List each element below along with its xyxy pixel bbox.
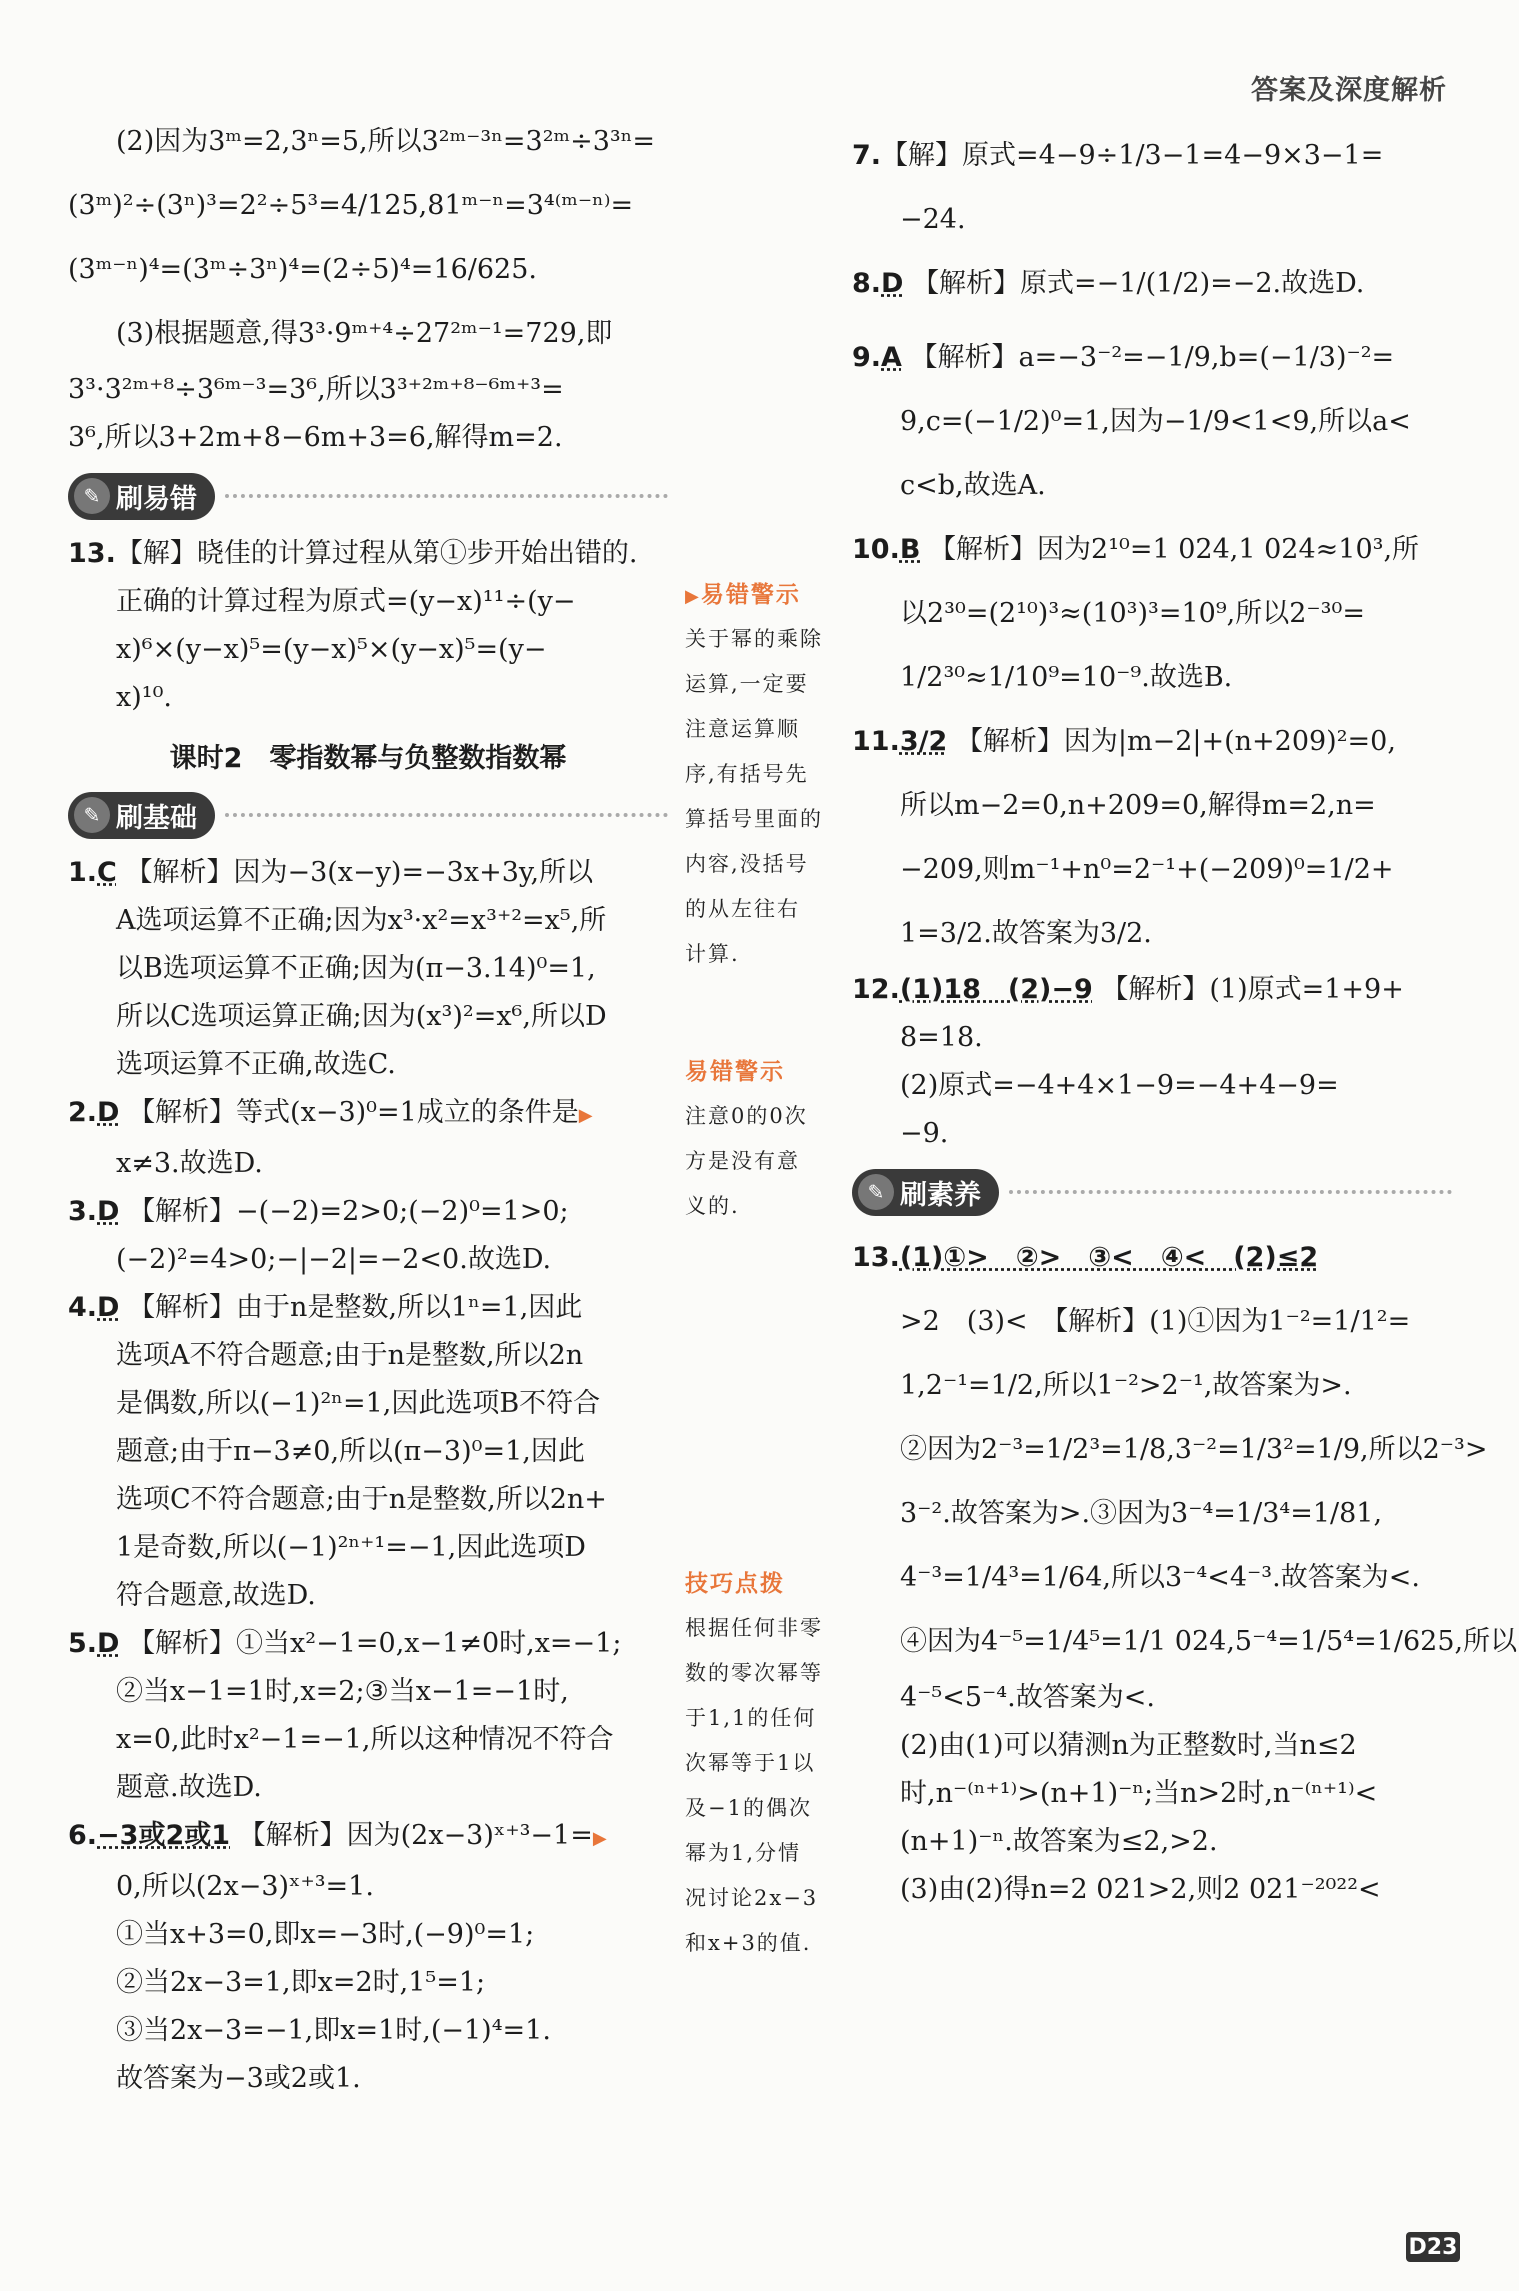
text-line: A选项运算不正确;因为x³·x²=x³⁺²=x⁵,所 [116, 905, 607, 936]
note-line: 算括号里面的 [685, 807, 823, 831]
note-line: 运算,一定要 [685, 672, 809, 696]
note-line: 次幂等于1以 [685, 1751, 816, 1775]
question-number: 9. [852, 342, 882, 373]
text-line: 1=3/2.故答案为3/2. [900, 918, 1152, 949]
arrow-icon: ▶ [578, 1105, 593, 1126]
text-line: 3⁶,所以3+2m+8−6m+3=6,解得m=2. [68, 422, 563, 453]
answer-text: (1)①> ②> ③< ④< (2)≤2 [899, 1242, 1319, 1273]
brush-icon: ✎ [858, 1174, 894, 1210]
question-number: 4. [68, 1292, 98, 1323]
note-line: 义的. [685, 1194, 740, 1218]
text-line: x)⁶×(y−x)⁵=(y−x)⁵×(y−x)⁵=(y− [116, 634, 547, 665]
note-line: 况讨论2x−3 [685, 1886, 819, 1910]
text-line: (−2)²=4>0;−|−2|=−2<0.故选D. [116, 1244, 552, 1275]
text-line: 9,c=(−1/2)⁰=1,因为−1/9<1<9,所以a< [900, 406, 1411, 437]
note-title: 技巧点拨 [685, 1571, 785, 1597]
text-line: 故答案为−3或2或1. [116, 2063, 361, 2094]
text-line: 选项A不符合题意;由于n是整数,所以2n [116, 1340, 584, 1371]
text-line: 1,2⁻¹=1/2,所以1⁻²>2⁻¹,故答案为>. [900, 1370, 1352, 1401]
text-line: (2)由(1)可以猜测n为正整数时,当n≤2 [900, 1730, 1357, 1761]
text-line: 【解析】(1)原式=1+9+ [1101, 974, 1404, 1005]
text-line: 符合题意,故选D. [116, 1580, 316, 1611]
section-label: 刷素养 [900, 1179, 981, 1211]
text-line: ④因为4⁻⁵=1/4⁵=1/1 024,5⁻⁴=1/5⁴=1/625,所以 [900, 1626, 1518, 1657]
text-line: c<b,故选A. [900, 470, 1046, 501]
text-line: 选项运算不正确,故选C. [116, 1049, 396, 1080]
text-line: ①当x+3=0,即x=−3时,(−9)⁰=1; [116, 1919, 535, 1950]
text-line: 以2³⁰=(2¹⁰)³≈(10³)³=10⁹,所以2⁻³⁰= [900, 598, 1365, 629]
question-number: 1. [68, 857, 98, 888]
side-notes-column [685, 570, 835, 1966]
brush-icon: ✎ [74, 478, 110, 514]
text-line: 3⁻².故答案为>.③因为3⁻⁴=1/3⁴=1/81, [900, 1498, 1383, 1529]
text-line: 1是奇数,所以(−1)²ⁿ⁺¹=−1,因此选项D [116, 1532, 586, 1563]
section-label: 刷易错 [116, 483, 197, 515]
text-line: ②当2x−3=1,即x=2时,1⁵=1; [116, 1967, 486, 1998]
question-number: 8. [852, 268, 882, 299]
text-line: 【解析】因为(2x−3)ˣ⁺³−1= [238, 1820, 593, 1851]
lesson-title: 课时2 零指数幂与负整数指数幂 [169, 743, 567, 774]
text-line: 【解析】因为2¹⁰=1 024,1 024≈10³,所 [929, 534, 1420, 565]
question-number: 12. [852, 974, 900, 1005]
question-5-line [68, 1620, 668, 1668]
text-line: 【解析】①当x²−1=0,x−1≠0时,x=−1; [128, 1628, 622, 1659]
answer-choice: D [97, 1097, 120, 1128]
text-line: (3ᵐ)²÷(3ⁿ)³=2²÷5³=4/125,81ᵐ⁻ⁿ=3⁴⁽ᵐ⁻ⁿ⁾= [68, 190, 634, 221]
note-card [685, 576, 835, 977]
arrow-icon: ▶ [592, 1828, 607, 1849]
section-shuasuyang [852, 1166, 1452, 1218]
question-11-line [852, 710, 1452, 774]
question-7-line [852, 124, 1452, 188]
note-card [685, 1053, 835, 1229]
text-line: x)¹⁰. [116, 682, 172, 713]
text-line: 8=18. [900, 1022, 983, 1053]
question-1-line [68, 849, 668, 897]
note-line: 方是没有意 [685, 1149, 800, 1173]
text-line: (3ᵐ⁻ⁿ)⁴=(3ᵐ÷3ⁿ)⁴=(2÷5)⁴=16/625. [68, 254, 537, 285]
note-title [685, 576, 835, 609]
question-2-line [68, 1089, 668, 1140]
note-line: 内容,没括号 [685, 852, 809, 876]
brush-icon: ✎ [74, 797, 110, 833]
text-line: 1/2³⁰≈1/10⁹=10⁻⁹.故选B. [900, 662, 1233, 693]
question-10-line [852, 518, 1452, 582]
text-line: 选项C不符合题意;由于n是整数,所以2n+ [116, 1484, 607, 1515]
note-line: 序,有括号先 [685, 762, 809, 786]
text-line: −9. [900, 1118, 949, 1149]
note-title: 易错警示 [685, 1059, 785, 1085]
answer-choice: D [97, 1628, 120, 1659]
note-line: 于1,1的任何 [685, 1706, 817, 1730]
question-6-line [68, 1812, 668, 1863]
answer-text: −3或2或1 [97, 1820, 231, 1851]
text-line: 题意.故选D. [116, 1772, 262, 1803]
answer-choice: D [97, 1292, 120, 1323]
text-line: 是偶数,所以(−1)²ⁿ=1,因此选项B不符合 [116, 1388, 601, 1419]
dotted-divider [225, 813, 668, 817]
text-line: 4⁻³=1/4³=1/64,所以3⁻⁴<4⁻³.故答案为<. [900, 1562, 1420, 1593]
note-card [685, 1565, 835, 1966]
text-line: 【解析】−(−2)=2>0;(−2)⁰=1>0; [128, 1196, 569, 1227]
arrow-icon: ▶ [685, 586, 701, 607]
text-line: >2 (3)< 【解析】(1)①因为1⁻²=1/1²= [900, 1306, 1411, 1337]
question-number: 13. [852, 1242, 900, 1273]
text-line: 0,所以(2x−3)ˣ⁺³=1. [116, 1871, 374, 1902]
question-number: 7. [852, 140, 882, 171]
text-line: 以B选项运算不正确;因为(π−3.14)⁰=1, [116, 953, 596, 984]
note-line: 注意0的0次 [685, 1104, 808, 1128]
question-4-line [68, 1284, 668, 1332]
dotted-divider [225, 494, 668, 498]
text-line: 题意;由于π−3≠0,所以(π−3)⁰=1,因此 [116, 1436, 585, 1467]
text-line: 4⁻⁵<5⁻⁴.故答案为<. [900, 1682, 1155, 1713]
answer-text: 3/2 [899, 726, 948, 757]
question-number: 10. [852, 534, 900, 565]
text-line: 【解析】a=−3⁻²=−1/9,b=(−1/3)⁻²= [910, 342, 1395, 373]
text-line: (2)原式=−4+4×1−9=−4+4−9= [900, 1070, 1339, 1101]
note-line: 幂为1,分情 [685, 1841, 802, 1865]
question-number: 3. [68, 1196, 98, 1227]
question-number: 13. [68, 538, 116, 569]
left-column [68, 110, 668, 2103]
text-line: (3)由(2)得n=2 021>2,则2 021⁻²⁰²²< [900, 1874, 1381, 1905]
text-line: ②因为2⁻³=1/2³=1/8,3⁻²=1/3²=1/9,所以2⁻³> [900, 1434, 1488, 1465]
question-12-line [852, 966, 1452, 1014]
question-9-line [852, 326, 1452, 390]
answer-text: (1)18 (2)−9 [899, 974, 1093, 1005]
answer-choice: C [97, 857, 117, 888]
answer-choice: A [881, 342, 902, 373]
page-header-title: 答案及深度解析 [1251, 75, 1447, 106]
note-line: 及−1的偶次 [685, 1796, 812, 1820]
text-line: 【解析】由于n是整数,所以1ⁿ=1,因此 [128, 1292, 583, 1323]
text-line: x≠3.故选D. [116, 1148, 263, 1179]
text-line: 【解】晓佳的计算过程从第①步开始出错的. [115, 538, 638, 569]
page-number: D23 [1406, 2232, 1460, 2262]
question-number: 11. [852, 726, 900, 757]
text-line: 所以C选项运算正确;因为(x³)²=x⁶,所以D [116, 1001, 607, 1032]
question-number: 5. [68, 1628, 98, 1659]
right-column [852, 124, 1518, 1914]
text-line: ②当x−1=1时,x=2;③当x−1=−1时, [116, 1676, 569, 1707]
text-line: −209,则m⁻¹+n⁰=2⁻¹+(−209)⁰=1/2+ [900, 854, 1394, 885]
question-3-line [68, 1188, 668, 1236]
question-8-line [852, 252, 1452, 316]
section-shuayicuo [68, 470, 668, 522]
text-line: −24. [900, 204, 966, 235]
text-line: 【解析】因为−3(x−y)=−3x+3y,所以 [125, 857, 594, 888]
text-line: 【解】原式=4−9÷1/3−1=4−9×3−1= [881, 140, 1384, 171]
text-line: 【解析】因为|m−2|+(n+209)²=0, [955, 726, 1396, 757]
question-13-line [68, 530, 668, 578]
note-line: 关于幂的乘除 [685, 627, 823, 651]
note-line: 注意运算顺 [685, 717, 800, 741]
text-line: 正确的计算过程为原式=(y−x)¹¹÷(y− [116, 586, 576, 617]
answer-choice: D [97, 1196, 120, 1227]
note-line: 根据任何非零 [685, 1616, 823, 1640]
note-line: 数的零次幂等 [685, 1661, 823, 1685]
question-13-line [852, 1226, 1452, 1290]
note-title-text: 易错警示 [700, 582, 801, 608]
dotted-divider [1009, 1190, 1452, 1194]
text-line: x=0,此时x²−1=−1,所以这种情况不符合 [116, 1724, 614, 1755]
text-line: (2)因为3ᵐ=2,3ⁿ=5,所以3²ᵐ⁻³ⁿ=3²ᵐ÷3³ⁿ= [116, 126, 656, 157]
answer-choice: D [881, 268, 904, 299]
note-line: 和x+3的值. [685, 1931, 812, 1955]
section-label: 刷基础 [116, 802, 197, 834]
text-line: (3)根据题意,得3³·9ᵐ⁺⁴÷27²ᵐ⁻¹=729,即 [116, 318, 613, 349]
note-line: 计算. [685, 942, 740, 966]
text-line: 时,n⁻⁽ⁿ⁺¹⁾>(n+1)⁻ⁿ;当n>2时,n⁻⁽ⁿ⁺¹⁾< [900, 1778, 1378, 1809]
text-line: 3³·3²ᵐ⁺⁸÷3⁶ᵐ⁻³=3⁶,所以3³⁺²ᵐ⁺⁸⁻⁶ᵐ⁺³= [68, 374, 564, 405]
answer-choice: B [899, 534, 921, 565]
text-line: 【解析】原式=−1/(1/2)=−2.故选D. [912, 268, 1365, 299]
text-line: (n+1)⁻ⁿ.故答案为≤2,>2. [900, 1826, 1218, 1857]
text-line: ③当2x−3=−1,即x=1时,(−1)⁴=1. [116, 2015, 551, 2046]
note-line: 的从左往右 [685, 897, 800, 921]
section-shuajichu [68, 789, 668, 841]
text-line: 所以m−2=0,n+209=0,解得m=2,n= [900, 790, 1376, 821]
question-number: 2. [68, 1097, 98, 1128]
question-number: 6. [68, 1820, 98, 1851]
text-line: 【解析】等式(x−3)⁰=1成立的条件是 [128, 1097, 579, 1128]
